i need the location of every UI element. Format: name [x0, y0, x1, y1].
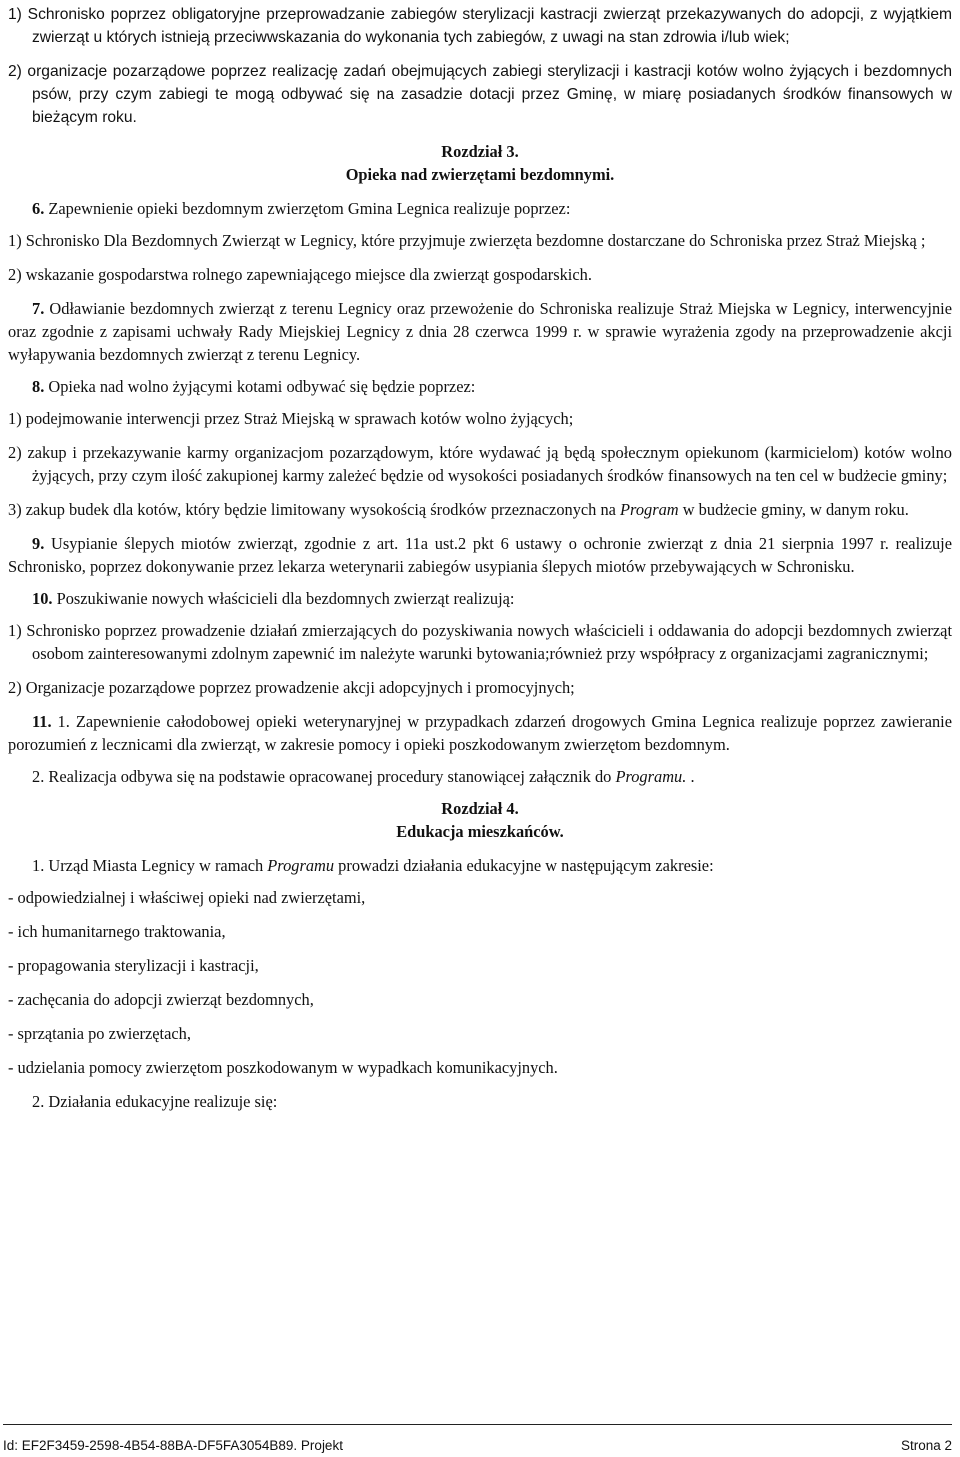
- page-number: Strona 2: [900, 1438, 952, 1453]
- list-item: 1) Schronisko Dla Bezdomnych Zwierząt w Legnicy, które przyjmuje zwierzęta bezdomne dostarczane do Schroniska przez Straż Miejską ;: [8, 231, 926, 250]
- section-text: 1. Zapewnienie całodobowej opieki weterynaryjnej w przypadkach zdarzeń drogowych Gmina Legnica realizuje poprzez zawieranie porozumień z lecznicami dla zwierząt, w zakresie pomocy i opieki poszkodowanym zwierzętom bezdomnym.: [8, 712, 952, 754]
- list-item: 2) organizacje pozarządowe poprzez realizację zadań obejmujących zabiegi sterylizacji i kastracji kotów wolno żyjących i bezdomnych psów, przy czym zabiegi te mogą odbywać się na zasadzie dotacji przez Gminę, w miarę posiadanych środków finansowych w bieżącym roku.: [8, 63, 952, 126]
- section-6: [8, 197, 952, 220]
- program-term: Programu.: [615, 767, 687, 786]
- document-page: [8, 3, 952, 1122]
- list-item: 2) Organizacje pozarządowe poprzez prowadzenie akcji adopcyjnych i promocyjnych;: [8, 678, 575, 697]
- section-text: Odławianie bezdomnych zwierząt z terenu Legnicy oraz przewożenie do Schroniska realizuje Straż Miejska w Legnicy, interwencyjnie oraz zgodnie z zapisami uchwały Rady Miejskiej Legnicy z dnia 28 czerwca 1999 r. w sprawie wyrażenia zgody na przeprowadzenie akcji wyłapywania bezdomnych zwierząt z terenu Legnicy.: [8, 299, 952, 364]
- chapter-label: Rozdział 3.: [441, 142, 519, 161]
- section-number: 9.: [32, 534, 45, 553]
- program-term: Program: [620, 500, 679, 519]
- list-item: 1) podejmowanie interwencji przez Straż Miejską w sprawach kotów wolno żyjących;: [8, 409, 574, 428]
- chapter-4-heading: [8, 797, 952, 843]
- list-item-text: w budżecie gminy, w danym roku.: [678, 500, 909, 519]
- paragraph-text: 1. Urząd Miasta Legnicy w ramach: [32, 856, 268, 875]
- chapter-3-heading: [8, 140, 952, 186]
- paragraph-text: 2. Realizacja odbywa się na podstawie opracowanej procedury stanowiącej załącznik do: [32, 767, 616, 786]
- section-11-point-2: [8, 765, 952, 788]
- section-text: Zapewnienie opieki bezdomnym zwierzętom Gmina Legnica realizuje poprzez:: [44, 199, 571, 218]
- section-text: Poszukiwanie nowych właścicieli dla bezdomnych zwierząt realizują:: [52, 589, 515, 608]
- chapter-4-point-1: [8, 854, 952, 877]
- document-id: Id: EF2F3459-2598-4B54-88BA-DF5FA3054B89. Projekt: [3, 1438, 343, 1453]
- paragraph-text: prowadzi działania edukacyjne w następującym zakresie:: [334, 856, 714, 875]
- dash-item: - odpowiedzialnej i właściwej opieki nad zwierzętami,: [8, 888, 366, 907]
- dash-item: - ich humanitarnego traktowania,: [8, 922, 226, 941]
- list-item: 1) Schronisko poprzez prowadzenie działań zmierzających do pozyskiwania nowych właścicieli i oddawania do adopcji bezdomnych zwierząt osobom zainteresowanymi zdolnym zapewnić im należyte warunki bytowania;również przy współpracy z organizacjami zagranicznymi;: [8, 621, 952, 663]
- dash-item: - sprzątania po zwierzętach,: [8, 1024, 191, 1043]
- section-11: [8, 710, 952, 756]
- chapter-title: Edukacja mieszkańców.: [396, 822, 564, 841]
- section-10: [8, 587, 952, 610]
- section-number: 10.: [32, 589, 53, 608]
- section-9: [8, 532, 952, 578]
- chapter-label: Rozdział 4.: [441, 799, 519, 818]
- list-item: [8, 498, 952, 521]
- section-text: Usypianie ślepych miotów zwierząt, zgodnie z art. 11a ust.2 pkt 6 ustawy o ochronie zwierząt z dnia 21 sierpnia 1997 r. realizuje Schronisko, poprzez dokonywanie przez lekarza weterynarii zabiegów usypiania ślepych miotów przebywających w Schronisku.: [8, 534, 952, 576]
- section-7: [8, 297, 952, 366]
- section-number: 6.: [32, 199, 45, 218]
- dash-item: - udzielania pomocy zwierzętom poszkodowanym w wypadkach komunikacyjnych.: [8, 1058, 558, 1077]
- list-item: 2) zakup i przekazywanie karmy organizacjom pozarządowym, które wydawać ją będą społecznym opiekunom (karmicielom) kotów wolno żyjących, przy czym ilość zakupionej karmy zależeć będzie od wysokości posiadanych środków finansowych na ten cel w budżecie gminy;: [8, 443, 952, 485]
- list-item-text: 3) zakup budek dla kotów, który będzie limitowany wysokością środków przeznaczonych na: [8, 500, 621, 519]
- dash-item: - zachęcania do adopcji zwierząt bezdomnych,: [8, 990, 314, 1009]
- section-8: [8, 375, 952, 398]
- paragraph-text: .: [686, 767, 695, 786]
- list-item: 1) Schronisko poprzez obligatoryjne przeprowadzanie zabiegów sterylizacji kastracji zwierząt przekazywanych do adopcji, z wyjątkiem zwierząt u których istnieją przeciwwskazania do wykonania tych zabiegów, z uwagi na stan zdrowia i/lub wiek;: [8, 6, 952, 46]
- chapter-4-point-2: 2. Działania edukacyjne realizuje się:: [32, 1092, 278, 1111]
- dash-item: - propagowania sterylizacji i kastracji,: [8, 956, 259, 975]
- section-number: 11.: [32, 712, 52, 731]
- section-number: 8.: [32, 377, 45, 396]
- list-item: 2) wskazanie gospodarstwa rolnego zapewniającego miejsce dla zwierząt gospodarskich.: [8, 265, 592, 284]
- page-footer: [3, 1424, 952, 1457]
- section-text: Opieka nad wolno żyjącymi kotami odbywać się będzie poprzez:: [44, 377, 476, 396]
- chapter-title: Opieka nad zwierzętami bezdomnymi.: [345, 165, 615, 184]
- section-number: 7.: [32, 299, 45, 318]
- program-term: Programu: [267, 856, 335, 875]
